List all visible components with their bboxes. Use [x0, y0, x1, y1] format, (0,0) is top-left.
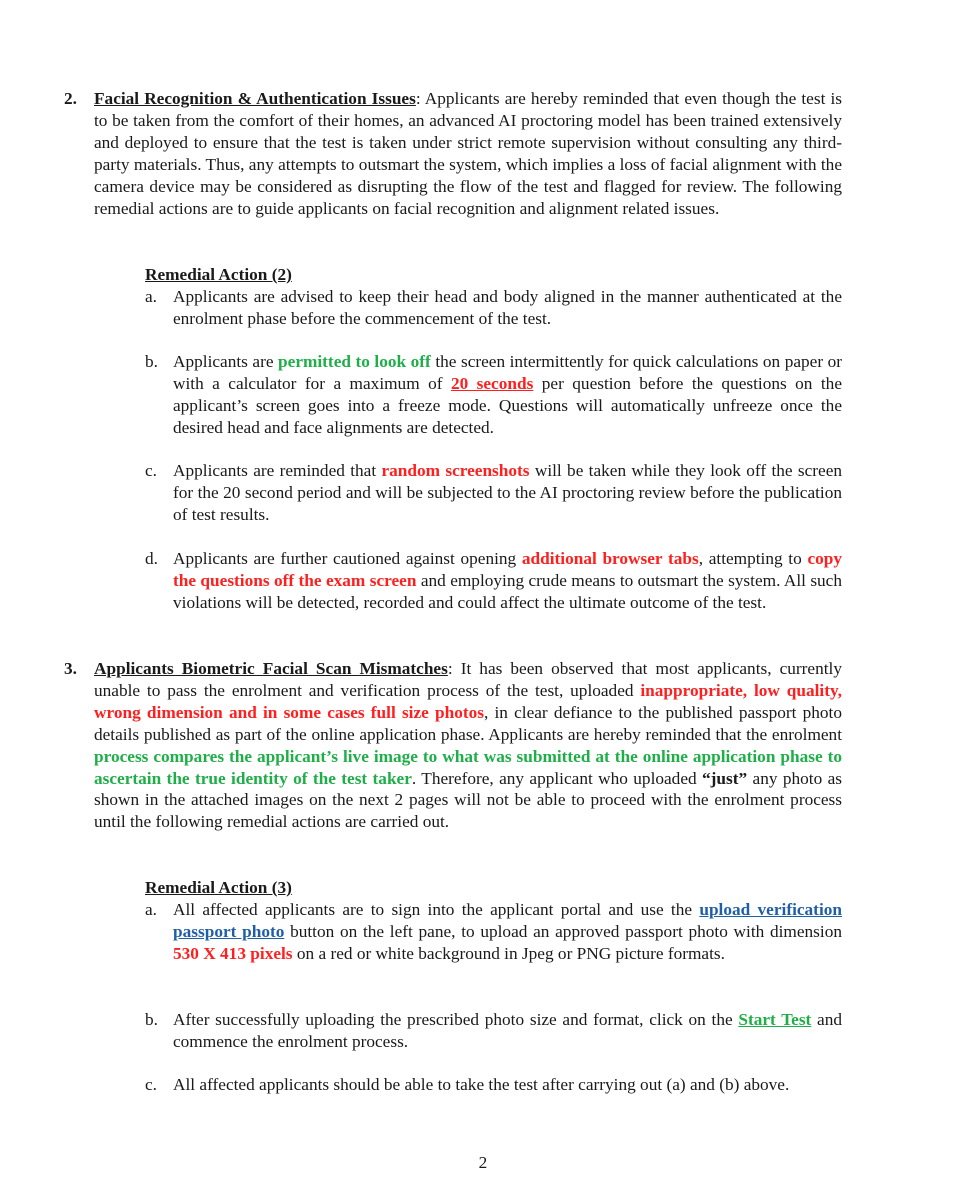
item-text: Applicants are [173, 352, 279, 371]
section-2 [64, 88, 842, 219]
remedial-action-3-title: Remedial Action (3) [145, 878, 292, 897]
section-title: Applicants Biometric Facial Scan Mismatches [94, 659, 448, 678]
remedial-2-item-a [145, 286, 842, 330]
section-3 [64, 658, 843, 833]
item-text: Applicants are reminded that [173, 461, 382, 480]
remedial-2-item-d [145, 548, 842, 614]
highlight-just: “just” [702, 768, 748, 788]
remedial-2-item-b [145, 351, 842, 439]
section-body: : It has been observed that most applicants, currently unable to pass the enrolment and verification process of the test, uploaded [94, 659, 842, 700]
item-letter: c. [145, 461, 157, 480]
item-letter: a. [145, 287, 157, 306]
section-body: . Therefore, any applicant who uploaded [411, 768, 703, 788]
item-letter: b. [145, 1010, 158, 1029]
section-body: any photo as shown in the attached images on the next 2 pages will not be able to proceed with the enrolment process until the following remedial actions are carried out. [94, 768, 843, 832]
section-title: Facial Recognition & Authentication Issues [94, 89, 416, 108]
highlight-time-limit: 20 seconds [450, 373, 534, 393]
section-number: 3. [64, 659, 77, 678]
item-text: , attempting to [698, 549, 808, 568]
remedial-3-item-b [145, 1009, 842, 1053]
section-number: 2. [64, 89, 77, 108]
remedial-action-2-title: Remedial Action (2) [145, 265, 292, 284]
page-number: 2 [478, 1153, 488, 1172]
highlight-permitted: permitted to look off [278, 352, 431, 371]
item-text: will be taken while they look off the screen for the 20 second period and will be subjected to the AI proctoring review before the publication of test results. [173, 461, 843, 524]
item-letter: d. [145, 549, 158, 568]
highlight-dimension: 530 X 413 pixels [173, 943, 293, 963]
item-text: After successfully uploading the prescribed photo size and format, click on the [173, 1010, 739, 1029]
remedial-3-item-a [145, 899, 842, 965]
item-text: All affected applicants are to sign into the applicant portal and use the [173, 900, 700, 919]
item-text: the screen intermittently for quick calculations on paper or with a calculator for a maximum of [173, 352, 842, 393]
item-text: and employing crude means to outsmart the system. All such violations will be detected, recorded and could affect the ultimate outcome of the test. [173, 570, 842, 612]
item-letter: c. [145, 1075, 157, 1094]
item-text: button on the left pane, to upload an approved passport photo with dimension [284, 921, 842, 941]
item-text: Applicants are further cautioned against opening [173, 549, 522, 568]
item-letter: a. [145, 900, 157, 919]
upload-verification-passport-photo-link[interactable]: upload verification passport photo [173, 900, 842, 941]
item-text: and commence the enrolment process. [173, 1010, 842, 1051]
item-text: on a red or white background in Jpeg or PNG picture formats. [292, 943, 725, 963]
highlight-process: process compares the applicant’s live image to what was submitted at the online application phase to ascertain the true identity of the test taker [94, 746, 842, 788]
section-body: , in clear defiance to the published passport photo details published as part of the online application phase. Applicants are hereby reminded that the enrolment [94, 702, 842, 744]
item-text: All affected applicants should be able to take the test after carrying out (a) and (b) above. [173, 1075, 790, 1094]
start-test-link[interactable]: Start Test [738, 1010, 812, 1029]
highlight-copy-questions: copy the questions off the exam screen [173, 549, 842, 590]
item-letter: b. [145, 352, 158, 371]
highlight-browser-tabs: additional browser tabs [521, 549, 699, 568]
highlight-bad-photos: inappropriate, low quality, wrong dimension and in some cases full size photos [94, 680, 842, 722]
remedial-2-item-c [145, 460, 843, 526]
remedial-3-item-c [145, 1074, 842, 1096]
item-text: per question before the questions on the applicant’s screen goes into a freeze mode. Questions will automatically unfreeze once the desired head and face alignments are detected. [173, 373, 842, 437]
highlight-screenshots: random screenshots [381, 461, 530, 480]
item-text: Applicants are advised to keep their head and body aligned in the manner authenticated at the enrolment phase before the commencement of the test. [173, 287, 842, 328]
section-body: : Applicants are hereby reminded that even though the test is to be taken from the comfort of their homes, an advanced AI proctoring model has been trained extensively and deployed to ensure that the test is taken under strict remote supervision without consulting any third-party materials. Thus, any attempts to outsmart the system, which implies a loss of facial alignment with the camera device may be considered as disrupting the flow of the test and flagged for review. The following remedial actions are to guide applicants on facial recognition and alignment related issues. [94, 89, 842, 218]
